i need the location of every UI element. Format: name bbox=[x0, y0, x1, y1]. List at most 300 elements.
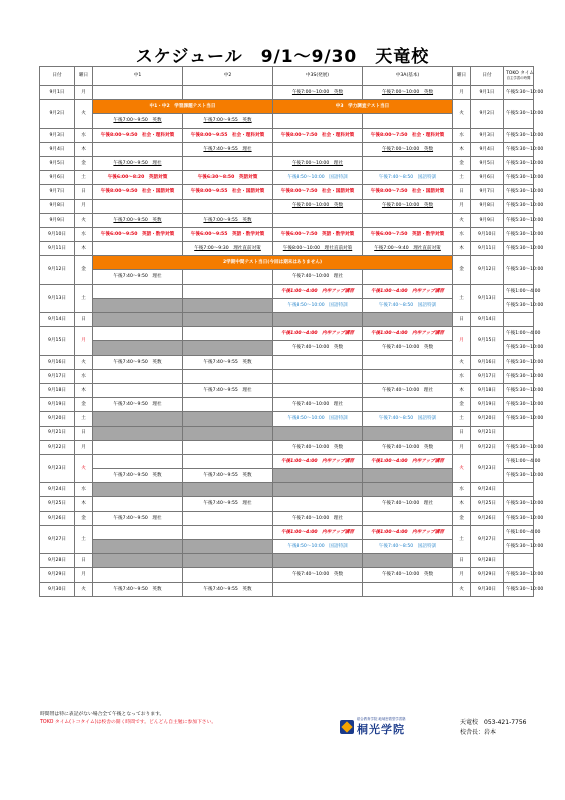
date-cell-right: 9月11日 bbox=[471, 242, 504, 256]
toko-cell: 午後5:30～10:00 bbox=[504, 497, 534, 511]
c3a-cell: 午後6:00～7:50 英語・数学対策 bbox=[363, 227, 453, 241]
c3s-cell bbox=[273, 114, 363, 128]
c2-text: 午後7:40～9:55 理社 bbox=[203, 146, 252, 152]
dow-cell-right: 月 bbox=[453, 568, 471, 582]
date-cell: 9月29日 bbox=[40, 568, 75, 582]
c3s-cell: 午後8:00～7:50 社会・国語対策 bbox=[273, 185, 363, 199]
c2-cell bbox=[183, 142, 273, 156]
c3a-cell: 午後1:00～4:00 内申アップ講習 bbox=[363, 284, 453, 298]
c2-cell bbox=[183, 156, 273, 170]
c1-text: 午後7:00～9:50 理社 bbox=[113, 160, 162, 166]
c3a-cell bbox=[363, 270, 453, 284]
dow-cell: 月 bbox=[75, 199, 93, 213]
dow-cell-right: 火 bbox=[453, 213, 471, 227]
c3s-cell: 午後7:40～10:00 英数 bbox=[273, 568, 363, 582]
c3a-cell: 午後7:40～10:00 理社 bbox=[363, 497, 453, 511]
date-cell-right: 9月25日 bbox=[471, 497, 504, 511]
date-cell: 9月13日 bbox=[40, 284, 75, 312]
dow-cell: 月 bbox=[75, 440, 93, 454]
c1-cell: 午後7:40～9:50 理社 bbox=[93, 398, 183, 412]
contact-info bbox=[460, 718, 527, 737]
header-dow-right: 曜日 bbox=[453, 67, 471, 86]
table-row bbox=[40, 284, 534, 298]
toko-cell: 午後5:30～10:00 bbox=[504, 355, 534, 369]
c3a-cell bbox=[363, 582, 453, 596]
date-cell-right: 9月10日 bbox=[471, 227, 504, 241]
dow-cell-right: 土 bbox=[453, 171, 471, 185]
c3a-text: 午後7:00～10:00 英数 bbox=[381, 203, 434, 209]
date-cell-right: 9月13日 bbox=[471, 284, 504, 312]
dow-cell: 木 bbox=[75, 383, 93, 397]
date-cell: 9月16日 bbox=[40, 355, 75, 369]
c3s-cell bbox=[273, 213, 363, 227]
dow-cell-right: 水 bbox=[453, 128, 471, 142]
toko-cell: 午後5:30～10:00 bbox=[504, 185, 534, 199]
logo-text bbox=[357, 716, 406, 737]
c3s-cell bbox=[273, 383, 363, 397]
note-toko-time: TOKO タイム(トコタイム)は校舎の開く時間です。どんどん自主勉に参加下さい。 bbox=[40, 720, 217, 725]
table-row bbox=[40, 525, 534, 539]
c1-cell bbox=[93, 86, 183, 100]
c3a-text: 午後7:00～10:00 英数 bbox=[381, 146, 434, 152]
dow-cell: 土 bbox=[75, 412, 93, 426]
c2-cell bbox=[183, 398, 273, 412]
header-row bbox=[40, 67, 534, 86]
date-cell: 9月5日 bbox=[40, 156, 75, 170]
dow-cell-right: 金 bbox=[453, 156, 471, 170]
table-row bbox=[40, 568, 534, 582]
toko-cell: 午後5:30～10:00 bbox=[504, 511, 534, 525]
logo-name: 桐光学院 bbox=[357, 723, 405, 736]
toko-cell: 午後1:00～4:00 bbox=[504, 525, 534, 539]
date-cell-right: 9月27日 bbox=[471, 525, 504, 553]
toko-cell bbox=[504, 313, 534, 327]
toko-cell: 午後5:30～10:00 bbox=[504, 440, 534, 454]
c2-cell bbox=[183, 554, 273, 568]
date-cell: 9月10日 bbox=[40, 227, 75, 241]
date-cell-right: 9月17日 bbox=[471, 369, 504, 383]
dow-cell: 火 bbox=[75, 582, 93, 596]
dow-cell: 土 bbox=[75, 525, 93, 553]
c3s-cell bbox=[273, 497, 363, 511]
table-row bbox=[40, 100, 534, 114]
table-row bbox=[40, 327, 534, 341]
dow-cell: 水 bbox=[75, 483, 93, 497]
c1-cell bbox=[93, 412, 183, 426]
c1-cell bbox=[93, 114, 183, 128]
c3s-text: 午後7:00～10:00 英数 bbox=[291, 203, 344, 209]
toko-cell: 午後5:30～10:00 bbox=[504, 256, 534, 284]
c1-cell bbox=[93, 327, 183, 341]
c2-cell: 午後7:40～9:55 理社 bbox=[183, 497, 273, 511]
c1-cell bbox=[93, 156, 183, 170]
schedule-table bbox=[39, 66, 544, 597]
c3s-cell: 午後7:40～10:00 理社 bbox=[273, 398, 363, 412]
c3a-cell bbox=[363, 369, 453, 383]
banner-c3-test: 中3 学力調査テスト当日 bbox=[273, 100, 453, 114]
toko-cell: 午後5:30～10:00 bbox=[504, 128, 534, 142]
c2-cell: 午後8:00～9:55 社会・国語対策 bbox=[183, 185, 273, 199]
dow-cell: 火 bbox=[75, 454, 93, 482]
banner-midterm: 2学期中間テスト当日(今回は期末はありません) bbox=[93, 256, 453, 270]
date-cell-right: 9月8日 bbox=[471, 199, 504, 213]
toko-cell bbox=[504, 426, 534, 440]
c2-cell bbox=[183, 327, 273, 341]
table-row bbox=[40, 171, 534, 185]
date-cell: 9月23日 bbox=[40, 454, 75, 482]
c3s-cell: 午後7:40～10:00 理社 bbox=[273, 270, 363, 284]
toko-cell: 午後5:30～10:00 bbox=[504, 142, 534, 156]
contact-phone: 天竜校 053-421-7756 bbox=[460, 719, 527, 726]
date-cell-right: 9月29日 bbox=[471, 568, 504, 582]
toko-cell: 午後5:30～10:00 bbox=[504, 540, 534, 554]
c3a-cell bbox=[363, 483, 453, 497]
date-cell: 9月30日 bbox=[40, 582, 75, 596]
banner-c12-test: 中1・中2 学習課題テスト当日 bbox=[93, 100, 273, 114]
dow-cell-right: 水 bbox=[453, 227, 471, 241]
c2-cell bbox=[183, 341, 273, 355]
toko-cell: 午後5:30～10:00 bbox=[504, 213, 534, 227]
dow-cell: 日 bbox=[75, 426, 93, 440]
dow-cell: 月 bbox=[75, 86, 93, 100]
c2-cell bbox=[183, 86, 273, 100]
c3a-cell bbox=[363, 511, 453, 525]
date-cell: 9月26日 bbox=[40, 511, 75, 525]
date-cell-right: 9月6日 bbox=[471, 171, 504, 185]
c3a-text: 午後7:00～9:40 理社直前対策 bbox=[374, 246, 441, 252]
dow-cell-right: 火 bbox=[453, 454, 471, 482]
table-row bbox=[40, 185, 534, 199]
date-cell: 9月6日 bbox=[40, 171, 75, 185]
date-cell-right: 9月9日 bbox=[471, 213, 504, 227]
c3a-cell bbox=[363, 426, 453, 440]
c3a-cell: 午後8:00～7:50 社会・国語対策 bbox=[363, 185, 453, 199]
c1-cell bbox=[93, 284, 183, 298]
toko-cell: 午後5:30～10:00 bbox=[504, 341, 534, 355]
c1-cell bbox=[93, 213, 183, 227]
toko-cell bbox=[504, 483, 534, 497]
dow-cell-right: 火 bbox=[453, 100, 471, 128]
c1-cell: 午後7:40～9:50 英数 bbox=[93, 355, 183, 369]
c1-text: 午後7:00～9:50 英数 bbox=[113, 118, 162, 124]
c3a-cell bbox=[363, 199, 453, 213]
date-cell: 9月25日 bbox=[40, 497, 75, 511]
header-c3a: 中3A(基本) bbox=[363, 67, 453, 86]
c1-cell bbox=[93, 554, 183, 568]
toko-cell: 午後1:00～4:00 bbox=[504, 284, 534, 298]
table-row bbox=[40, 355, 534, 369]
c2-cell bbox=[183, 511, 273, 525]
date-cell-right: 9月28日 bbox=[471, 554, 504, 568]
c2-cell bbox=[183, 313, 273, 327]
toko-cell: 午後5:30～10:00 bbox=[504, 227, 534, 241]
c3a-cell bbox=[363, 554, 453, 568]
table-row bbox=[40, 582, 534, 596]
c3s-cell: 午後6:00～7:50 英語・数学対策 bbox=[273, 227, 363, 241]
c2-text: 午後7:00～9:55 英数 bbox=[203, 217, 252, 223]
date-cell: 9月3日 bbox=[40, 128, 75, 142]
table-row bbox=[40, 313, 534, 327]
dow-cell: 水 bbox=[75, 369, 93, 383]
c3a-cell bbox=[363, 355, 453, 369]
date-cell: 9月22日 bbox=[40, 440, 75, 454]
date-cell-right: 9月2日 bbox=[471, 100, 504, 128]
date-cell-right: 9月5日 bbox=[471, 156, 504, 170]
date-cell: 9月8日 bbox=[40, 199, 75, 213]
dow-cell: 火 bbox=[75, 100, 93, 128]
logo-tagline: 総合教育学院 地域密着型学習塾 bbox=[357, 717, 406, 721]
c1-cell: 午後7:40～9:50 英数 bbox=[93, 469, 183, 483]
date-cell-right: 9月14日 bbox=[471, 313, 504, 327]
header-toko-label: TOKO タイム bbox=[506, 71, 534, 76]
date-cell: 9月1日 bbox=[40, 86, 75, 100]
toko-cell: 午後5:30～10:00 bbox=[504, 171, 534, 185]
date-cell: 9月11日 bbox=[40, 242, 75, 256]
table-row bbox=[40, 383, 534, 397]
c2-cell: 午後7:40～9:55 理社 bbox=[183, 383, 273, 397]
dow-cell: 金 bbox=[75, 156, 93, 170]
c3s-cell bbox=[273, 369, 363, 383]
table-row bbox=[40, 199, 534, 213]
toko-cell: 午後5:30～10:00 bbox=[504, 298, 534, 312]
c3a-cell bbox=[363, 469, 453, 483]
date-cell: 9月21日 bbox=[40, 426, 75, 440]
date-cell-right: 9月3日 bbox=[471, 128, 504, 142]
c2-cell bbox=[183, 298, 273, 312]
c1-cell bbox=[93, 426, 183, 440]
dow-cell: 金 bbox=[75, 256, 93, 284]
header-c1: 中1 bbox=[93, 67, 183, 86]
c2-cell: 午後7:40～9:55 英数 bbox=[183, 582, 273, 596]
c3a-cell: 午後7:40～10:00 英数 bbox=[363, 568, 453, 582]
c2-text: 午後7:00～9:30 理社直前対策 bbox=[194, 246, 261, 252]
dow-cell: 日 bbox=[75, 185, 93, 199]
date-cell-right: 9月20日 bbox=[471, 412, 504, 426]
c2-cell bbox=[183, 412, 273, 426]
c2-cell bbox=[183, 440, 273, 454]
table-row bbox=[40, 554, 534, 568]
date-cell-right: 9月19日 bbox=[471, 398, 504, 412]
note-afternoon: 時間帯は特に表記がない場合全て午後となっております。 bbox=[40, 712, 165, 717]
dow-cell-right: 水 bbox=[453, 483, 471, 497]
toko-cell: 午後5:30～10:00 bbox=[504, 100, 534, 128]
c3a-text: 午後7:00～10:00 英数 bbox=[381, 89, 434, 95]
toko-cell: 午後1:00～4:00 bbox=[504, 327, 534, 341]
table-row bbox=[40, 213, 534, 227]
date-cell-right: 9月7日 bbox=[471, 185, 504, 199]
dow-cell: 水 bbox=[75, 227, 93, 241]
date-cell-right: 9月24日 bbox=[471, 483, 504, 497]
c2-cell: 午後8:00～9:55 社会・理科対策 bbox=[183, 128, 273, 142]
toko-cell: 午後5:30～10:00 bbox=[504, 398, 534, 412]
header-toko-sub: 自主学習の時間 bbox=[506, 76, 531, 80]
dow-cell-right: 日 bbox=[453, 185, 471, 199]
dow-cell: 月 bbox=[75, 568, 93, 582]
c3s-cell: 午後7:40～10:00 理社 bbox=[273, 511, 363, 525]
c3a-cell: 午後7:40～10:00 理社 bbox=[363, 383, 453, 397]
c2-cell bbox=[183, 426, 273, 440]
c3s-cell bbox=[273, 199, 363, 213]
c1-cell bbox=[93, 313, 183, 327]
c3s-cell: 午後1:00～4:00 内申アップ講習 bbox=[273, 327, 363, 341]
table-row bbox=[40, 511, 534, 525]
date-cell: 9月7日 bbox=[40, 185, 75, 199]
c3s-cell: 午後7:40～10:00 英数 bbox=[273, 440, 363, 454]
toko-cell: 午後1:00～4:00 bbox=[504, 454, 534, 468]
header-dow: 曜日 bbox=[75, 67, 93, 86]
table-row bbox=[40, 128, 534, 142]
c2-cell bbox=[183, 483, 273, 497]
dow-cell-right: 日 bbox=[453, 426, 471, 440]
date-cell: 9月15日 bbox=[40, 327, 75, 355]
dow-cell: 金 bbox=[75, 511, 93, 525]
date-cell-right: 9月15日 bbox=[471, 327, 504, 355]
date-cell-right: 9月12日 bbox=[471, 256, 504, 284]
c1-cell bbox=[93, 199, 183, 213]
table-row bbox=[40, 227, 534, 241]
date-cell: 9月12日 bbox=[40, 256, 75, 284]
toko-cell bbox=[504, 554, 534, 568]
c2-cell bbox=[183, 242, 273, 256]
toko-cell: 午後5:30～10:00 bbox=[504, 469, 534, 483]
dow-cell-right: 金 bbox=[453, 398, 471, 412]
c1-cell bbox=[93, 454, 183, 468]
logo-mark-icon bbox=[340, 720, 354, 734]
c3s-cell: 午後1:00～4:00 内申アップ講習 bbox=[273, 454, 363, 468]
toko-cell: 午後5:30～10:00 bbox=[504, 383, 534, 397]
c1-cell: 午後7:40～9:50 理社 bbox=[93, 270, 183, 284]
c3a-cell: 午後1:00～4:00 内申アップ講習 bbox=[363, 327, 453, 341]
c1-text: 午後7:00～9:50 英数 bbox=[113, 217, 162, 223]
school-logo bbox=[340, 716, 406, 737]
c3s-cell bbox=[273, 483, 363, 497]
table-row bbox=[40, 242, 534, 256]
c2-cell bbox=[183, 284, 273, 298]
c3s-text: 午後8:00～10:00 理社直前対策 bbox=[282, 246, 353, 252]
dow-cell-right: 日 bbox=[453, 313, 471, 327]
date-cell-right: 9月4日 bbox=[471, 142, 504, 156]
dow-cell-right: 日 bbox=[453, 554, 471, 568]
c3s-cell bbox=[273, 313, 363, 327]
c1-cell: 午後6:00～8:20 英語対策 bbox=[93, 171, 183, 185]
c3a-cell bbox=[363, 114, 453, 128]
c2-text: 午後7:00～9:55 英数 bbox=[203, 118, 252, 124]
c3s-cell bbox=[273, 554, 363, 568]
c3a-cell bbox=[363, 142, 453, 156]
c2-cell bbox=[183, 568, 273, 582]
dow-cell-right: 土 bbox=[453, 284, 471, 312]
dow-cell: 土 bbox=[75, 171, 93, 185]
c1-cell: 午後8:00～9:50 社会・理科対策 bbox=[93, 128, 183, 142]
c2-cell bbox=[183, 114, 273, 128]
date-cell: 9月4日 bbox=[40, 142, 75, 156]
c3s-cell bbox=[273, 142, 363, 156]
toko-cell: 午後5:30～10:00 bbox=[504, 369, 534, 383]
c3a-cell bbox=[363, 242, 453, 256]
c1-cell: 午後7:40～9:50 理社 bbox=[93, 511, 183, 525]
c3a-cell: 午後7:40～8:50 国語特訓 bbox=[363, 298, 453, 312]
c1-cell bbox=[93, 483, 183, 497]
date-cell: 9月9日 bbox=[40, 213, 75, 227]
c3s-cell: 午後1:00～4:00 内申アップ講習 bbox=[273, 525, 363, 539]
c2-cell: 午後6:00～9:55 英語・数学対策 bbox=[183, 227, 273, 241]
c1-cell: 午後7:40～9:50 英数 bbox=[93, 582, 183, 596]
date-cell-right: 9月18日 bbox=[471, 383, 504, 397]
c3s-cell: 午後1:00～4:00 内申アップ講習 bbox=[273, 284, 363, 298]
dow-cell-right: 木 bbox=[453, 242, 471, 256]
contact-principal: 校舎長：岩本 bbox=[460, 728, 497, 736]
table-row bbox=[40, 440, 534, 454]
dow-cell: 木 bbox=[75, 142, 93, 156]
c1-cell bbox=[93, 540, 183, 554]
c2-cell bbox=[183, 454, 273, 468]
dow-cell-right: 金 bbox=[453, 511, 471, 525]
c3s-cell bbox=[273, 242, 363, 256]
c3a-cell: 午後1:00～4:00 内申アップ講習 bbox=[363, 454, 453, 468]
c1-cell bbox=[93, 525, 183, 539]
c3a-cell: 午後7:40～8:50 国語特訓 bbox=[363, 412, 453, 426]
table-row bbox=[40, 426, 534, 440]
c3a-cell: 午後7:40～10:00 英数 bbox=[363, 440, 453, 454]
c3a-cell bbox=[363, 398, 453, 412]
date-cell-right: 9月22日 bbox=[471, 440, 504, 454]
dow-cell-right: 火 bbox=[453, 582, 471, 596]
dow-cell: 土 bbox=[75, 284, 93, 312]
header-toko bbox=[504, 67, 534, 86]
c2-cell: 午後7:40～9:55 英数 bbox=[183, 355, 273, 369]
dow-cell-right: 土 bbox=[453, 412, 471, 426]
c3s-text: 午後7:00～10:00 英数 bbox=[291, 89, 344, 95]
c1-cell bbox=[93, 341, 183, 355]
c3s-cell: 午後8:50～10:00 国語特訓 bbox=[273, 412, 363, 426]
toko-cell: 午後5:30～10:00 bbox=[504, 199, 534, 213]
dow-cell-right: 火 bbox=[453, 355, 471, 369]
dow-cell-right: 月 bbox=[453, 86, 471, 100]
dow-cell-right: 月 bbox=[453, 199, 471, 213]
table-row bbox=[40, 369, 534, 383]
c1-cell bbox=[93, 369, 183, 383]
c2-cell: 午後6:30～8:50 英語対策 bbox=[183, 171, 273, 185]
c3s-cell: 午後7:40～10:00 英数 bbox=[273, 341, 363, 355]
c1-cell bbox=[93, 383, 183, 397]
date-cell: 9月2日 bbox=[40, 100, 75, 128]
c2-cell bbox=[183, 199, 273, 213]
header-date-right: 日付 bbox=[471, 67, 504, 86]
c3a-cell: 午後7:40～8:50 国語特訓 bbox=[363, 540, 453, 554]
c2-cell bbox=[183, 540, 273, 554]
table-row bbox=[40, 156, 534, 170]
table-row bbox=[40, 497, 534, 511]
dow-cell: 木 bbox=[75, 497, 93, 511]
header-c2: 中2 bbox=[183, 67, 273, 86]
table-row bbox=[40, 86, 534, 100]
c1-cell: 午後8:00～9:50 社会・国語対策 bbox=[93, 185, 183, 199]
c1-cell bbox=[93, 497, 183, 511]
toko-cell: 午後5:30～10:00 bbox=[504, 568, 534, 582]
c3s-cell: 午後8:50～10:00 国語特訓 bbox=[273, 298, 363, 312]
date-cell-right: 9月16日 bbox=[471, 355, 504, 369]
c2-cell bbox=[183, 369, 273, 383]
header-c3s: 中3S(発展) bbox=[273, 67, 363, 86]
date-cell-right: 9月26日 bbox=[471, 511, 504, 525]
c1-cell bbox=[93, 242, 183, 256]
c1-cell bbox=[93, 568, 183, 582]
c3s-cell: 午後8:00～7:50 社会・理科対策 bbox=[273, 128, 363, 142]
c2-cell bbox=[183, 213, 273, 227]
date-cell: 9月18日 bbox=[40, 383, 75, 397]
c3a-cell: 午後1:00～4:00 内申アップ講習 bbox=[363, 525, 453, 539]
page-title: スケジュール 9/1～9/30 天竜校 bbox=[135, 47, 430, 67]
